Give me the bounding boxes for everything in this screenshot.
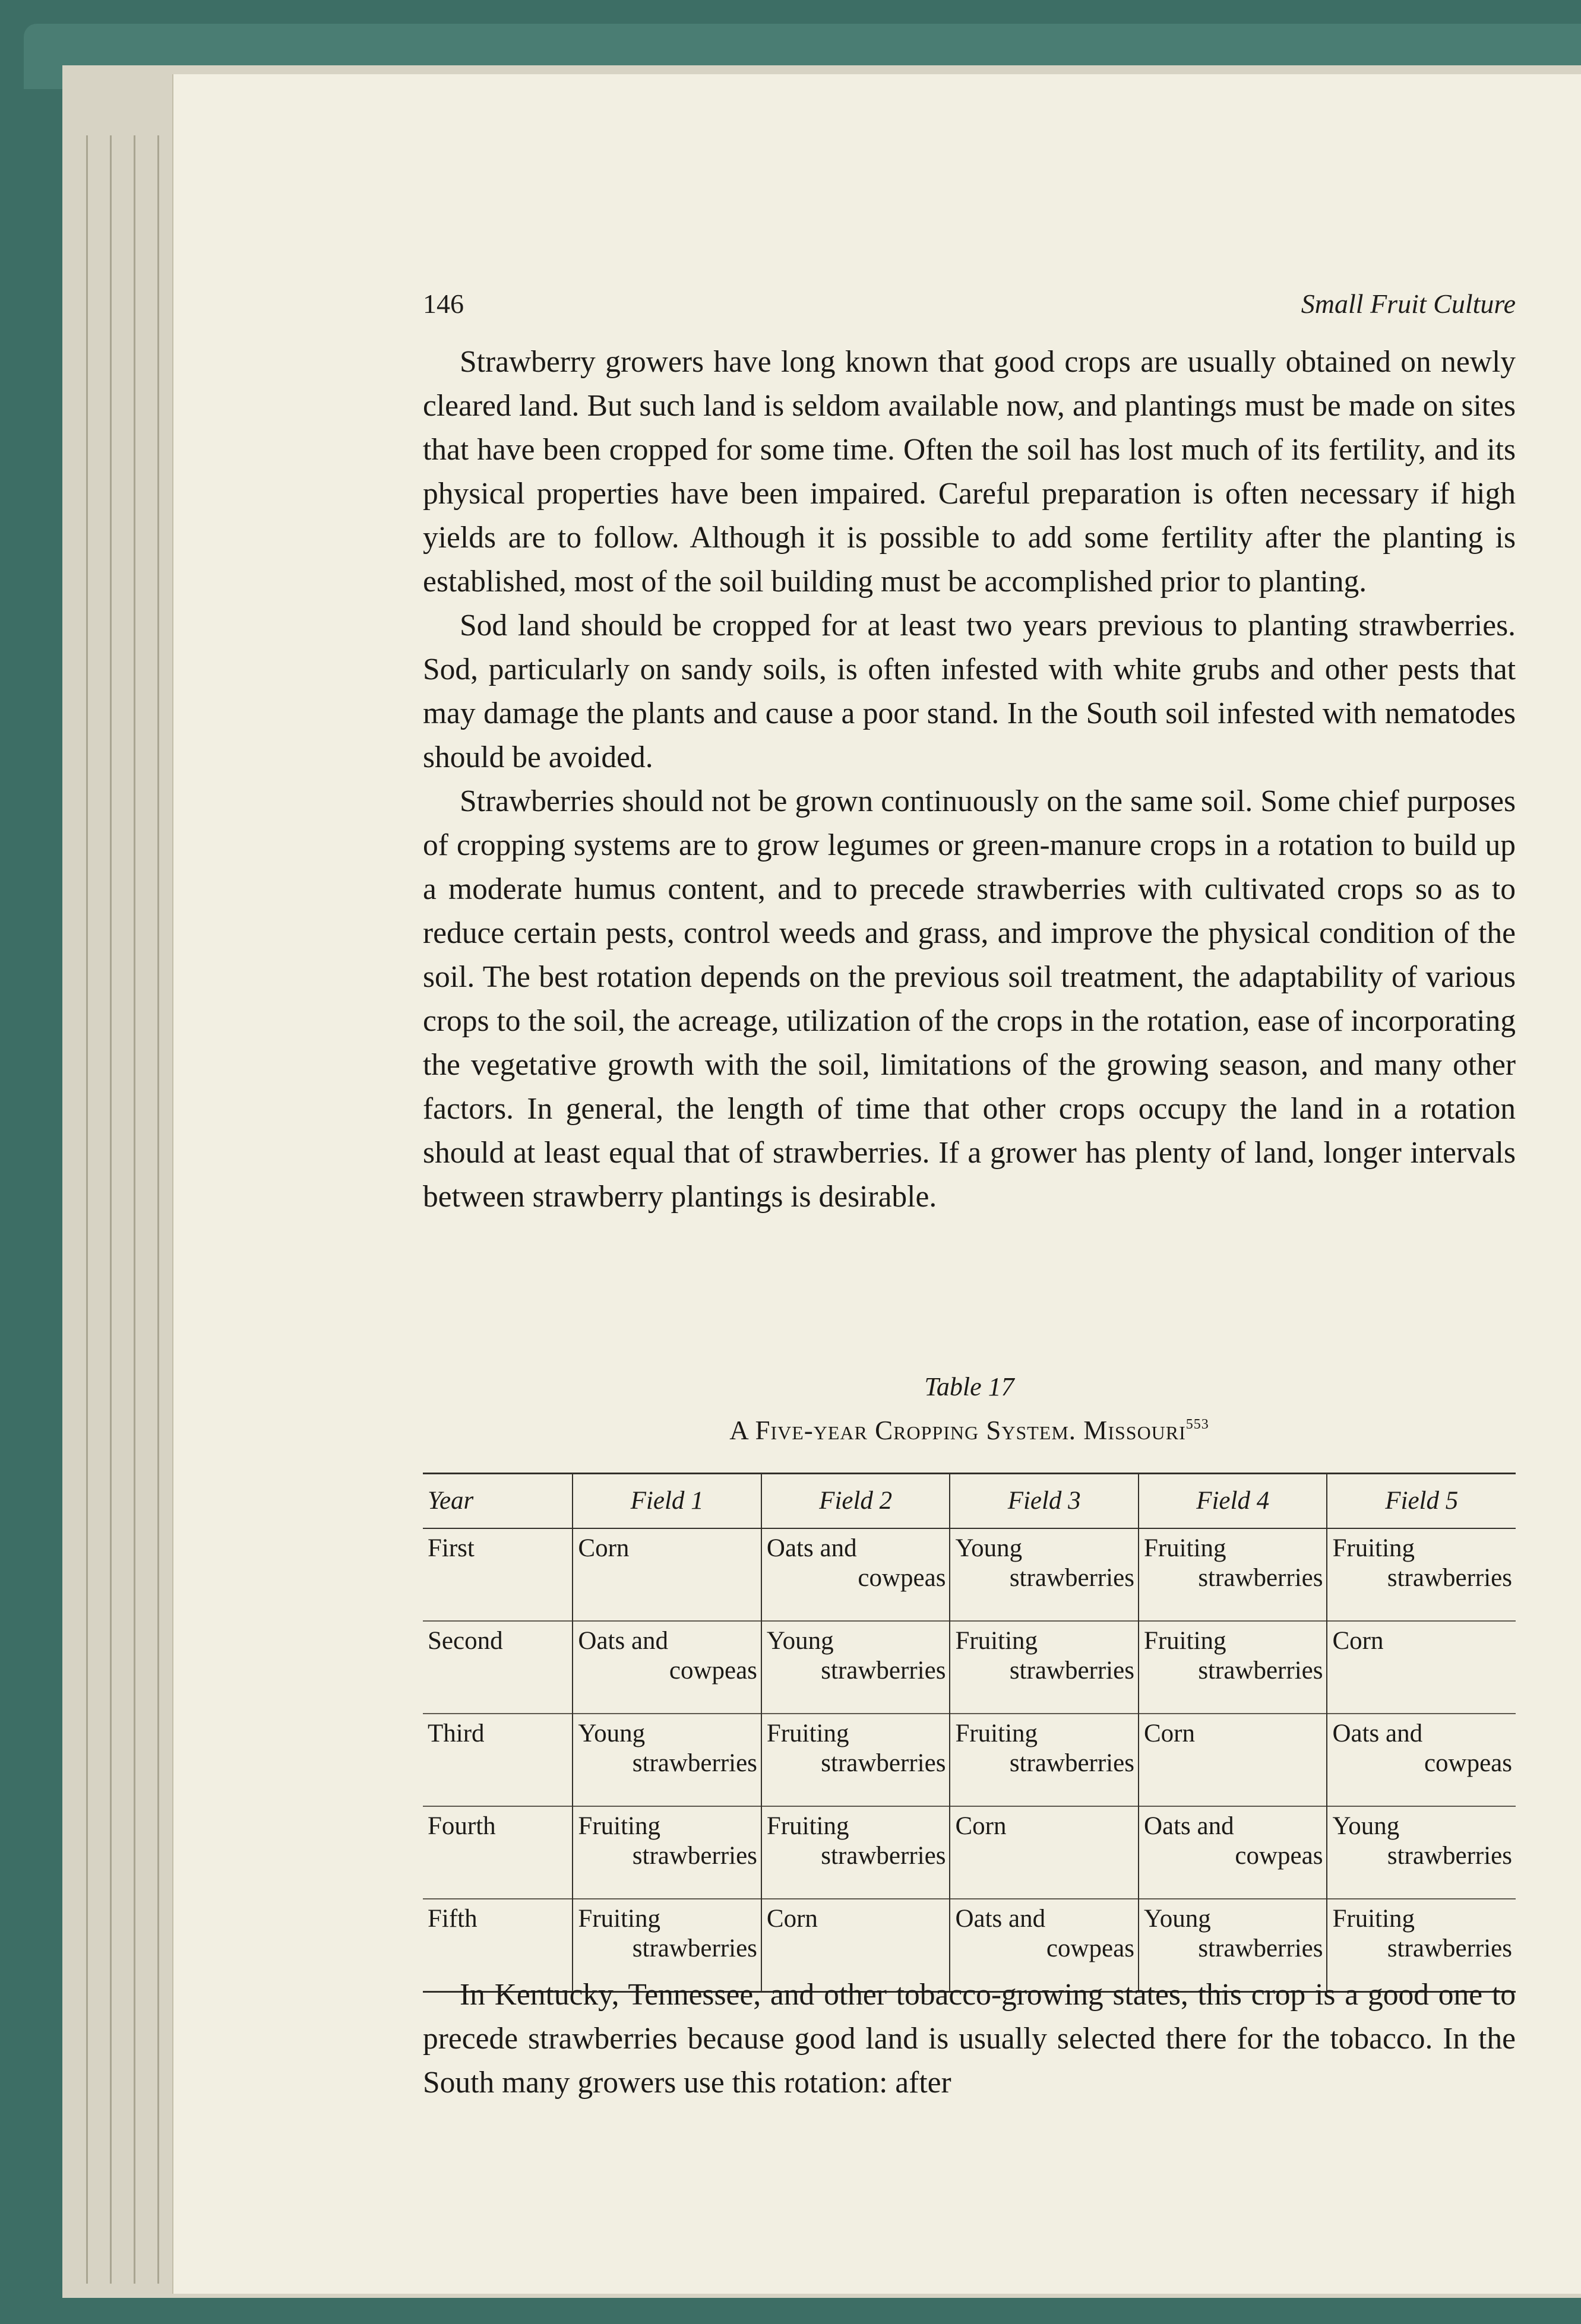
crop-cell-line: Oats and <box>1143 1812 1234 1840</box>
page-edge-line <box>86 135 88 2284</box>
crop-cell-line: Young <box>955 1534 1023 1562</box>
running-head <box>423 288 1516 324</box>
column-header-field-2: Field 2 <box>761 1474 950 1529</box>
column-header-field-4: Field 4 <box>1139 1474 1327 1529</box>
cropping-system-table <box>423 1473 1516 1993</box>
crop-cell-line: strawberries <box>1387 1842 1512 1870</box>
crop-cell-line: Fruiting <box>578 1812 660 1840</box>
crop-cell <box>1327 1806 1516 1899</box>
running-title: Small Fruit Culture <box>1301 289 1516 319</box>
crop-cell-line: strawberries <box>1387 1564 1512 1592</box>
crop-cell <box>1139 1806 1327 1899</box>
crop-cell-line: Fruiting <box>1332 1905 1415 1933</box>
column-header-field-3: Field 3 <box>950 1474 1139 1529</box>
body-text <box>423 340 1516 1219</box>
crop-cell-line: Oats and <box>766 1534 857 1562</box>
crop-cell <box>950 1528 1139 1621</box>
crop-cell-line: cowpeas <box>1235 1842 1323 1870</box>
crop-cell-line: strawberries <box>1387 1934 1512 1962</box>
paragraph: In Kentucky, Tennessee, and other tobacco-growing states, this crop is a good one to precede strawberries because good land is usually selected there for the tobacco. In the South many growers use this rotation: after <box>423 1978 1516 2100</box>
crop-cell-line: Fruiting <box>1332 1534 1415 1562</box>
page-edge-line <box>157 135 159 2284</box>
crop-cell-line: Corn <box>1332 1627 1384 1655</box>
crop-cell-line: Fruiting <box>766 1720 849 1747</box>
crop-cell-line: strawberries <box>821 1749 946 1777</box>
crop-cell-line: Oats and <box>578 1627 669 1655</box>
crop-cell-line: cowpeas <box>669 1657 757 1685</box>
year-cell: Fourth <box>423 1806 573 1899</box>
crop-cell-line: strawberries <box>632 1934 757 1962</box>
crop-cell-line: Corn <box>766 1905 818 1933</box>
table-title-text: A Five-year Cropping System. Missouri <box>729 1416 1186 1445</box>
crop-cell-line: strawberries <box>1009 1564 1134 1592</box>
crop-cell <box>761 1806 950 1899</box>
crop-cell <box>573 1528 761 1621</box>
crop-cell-line: Corn <box>1143 1720 1195 1747</box>
crop-cell <box>761 1621 950 1714</box>
year-cell: Second <box>423 1621 573 1714</box>
crop-cell <box>1327 1621 1516 1714</box>
crop-cell-line: strawberries <box>632 1842 757 1870</box>
crop-cell <box>761 1528 950 1621</box>
crop-cell-line: strawberries <box>821 1842 946 1870</box>
crop-cell <box>1139 1714 1327 1806</box>
crop-cell <box>1139 1621 1327 1714</box>
crop-cell-line: cowpeas <box>1046 1934 1134 1962</box>
page-edge-line <box>134 135 135 2284</box>
paragraph: Strawberries should not be grown continuously on the same soil. Some chief purposes of cropping systems are to grow legumes or green-manure crops in a rotation to build up a moderate humus content, and to precede strawberries with cultivated crops so as to reduce certain pests, control weeds and grass, and improve the physical condition of the soil. The best rotation depends on the previous soil treatment, the adaptability of various crops to the soil, the acreage, utilization of the crops in the rotation, ease of incorporating the vegetative growth with the soil, limitations of the growing season, and many other factors. In general, the length of time that other crops occupy the land in a rotation should at least equal that of strawberries. If a grower has plenty of land, longer intervals between strawberry plantings is desirable. <box>423 784 1516 1214</box>
table-caption: Table 17 <box>924 1372 1014 1401</box>
crop-cell <box>573 1714 761 1806</box>
crop-cell-line: strawberries <box>1009 1749 1134 1777</box>
paragraph: Sod land should be cropped for at least two years previous to planting strawberries. Sod, particularly on sandy soils, is often infested with white grubs and other pests that may damage the plants and cause a poor stand. In the South soil infested with nematodes should be avoided. <box>423 609 1516 774</box>
crop-cell-line: Fruiting <box>766 1812 849 1840</box>
crop-cell-line: Young <box>766 1627 834 1655</box>
crop-cell-line: strawberries <box>632 1749 757 1777</box>
crop-cell-line: strawberries <box>1198 1657 1323 1685</box>
column-header-field-5: Field 5 <box>1327 1474 1516 1529</box>
crop-cell <box>950 1621 1139 1714</box>
year-cell: Fifth <box>423 1899 573 1992</box>
crop-cell-line: strawberries <box>821 1657 946 1685</box>
crop-cell-line: Oats and <box>955 1905 1046 1933</box>
book-page <box>172 74 1581 2294</box>
page-edge-line <box>110 135 112 2284</box>
table-row <box>423 1528 1516 1621</box>
continuation-text <box>423 1973 1516 2105</box>
crop-cell-line: strawberries <box>1198 1564 1323 1592</box>
column-header-field-1: Field 1 <box>573 1474 761 1529</box>
crop-cell <box>573 1621 761 1714</box>
paragraph: Strawberry growers have long known that good crops are usually obtained on newly cleared land. But such land is seldom available now, and plantings must be made on sites that have been cropped for some time. Often the soil has lost much of its fertility, and its physical properties have been impaired. Careful preparation is often necessary if high yields are to follow. Although it is possible to add some fertility after the planting is established, most of the soil building must be accomplished prior to planting. <box>423 345 1516 599</box>
table-body <box>423 1528 1516 1992</box>
crop-cell-line: strawberries <box>1009 1657 1134 1685</box>
crop-cell-line: strawberries <box>1198 1934 1323 1962</box>
crop-cell-line: Oats and <box>1332 1720 1423 1747</box>
crop-cell-line: Fruiting <box>955 1720 1038 1747</box>
crop-cell-line: cowpeas <box>858 1564 946 1592</box>
table-row <box>423 1714 1516 1806</box>
crop-cell-line: Fruiting <box>1143 1534 1226 1562</box>
crop-cell-line: Young <box>578 1720 646 1747</box>
crop-cell-line: cowpeas <box>1424 1749 1512 1777</box>
table-title <box>423 1415 1516 1446</box>
table-header-row <box>423 1474 1516 1529</box>
table-title-reference: 553 <box>1185 1417 1209 1432</box>
crop-cell <box>1139 1528 1327 1621</box>
year-cell: Third <box>423 1714 573 1806</box>
crop-cell <box>950 1714 1139 1806</box>
crop-cell-line: Corn <box>578 1534 630 1562</box>
crop-cell <box>761 1714 950 1806</box>
crop-cell-line: Fruiting <box>578 1905 660 1933</box>
crop-cell-line: Young <box>1332 1812 1400 1840</box>
crop-cell <box>1327 1714 1516 1806</box>
crop-cell-line: Fruiting <box>1143 1627 1226 1655</box>
crop-cell <box>950 1806 1139 1899</box>
crop-cell <box>1327 1528 1516 1621</box>
crop-cell-line: Fruiting <box>955 1627 1038 1655</box>
page-number: 146 <box>423 289 464 319</box>
column-header-year: Year <box>423 1474 573 1529</box>
crop-cell-line: Young <box>1143 1905 1211 1933</box>
table-row <box>423 1806 1516 1899</box>
crop-cell <box>573 1806 761 1899</box>
year-cell: First <box>428 1534 475 1562</box>
table-row <box>423 1621 1516 1714</box>
crop-cell-line: Corn <box>955 1812 1007 1840</box>
